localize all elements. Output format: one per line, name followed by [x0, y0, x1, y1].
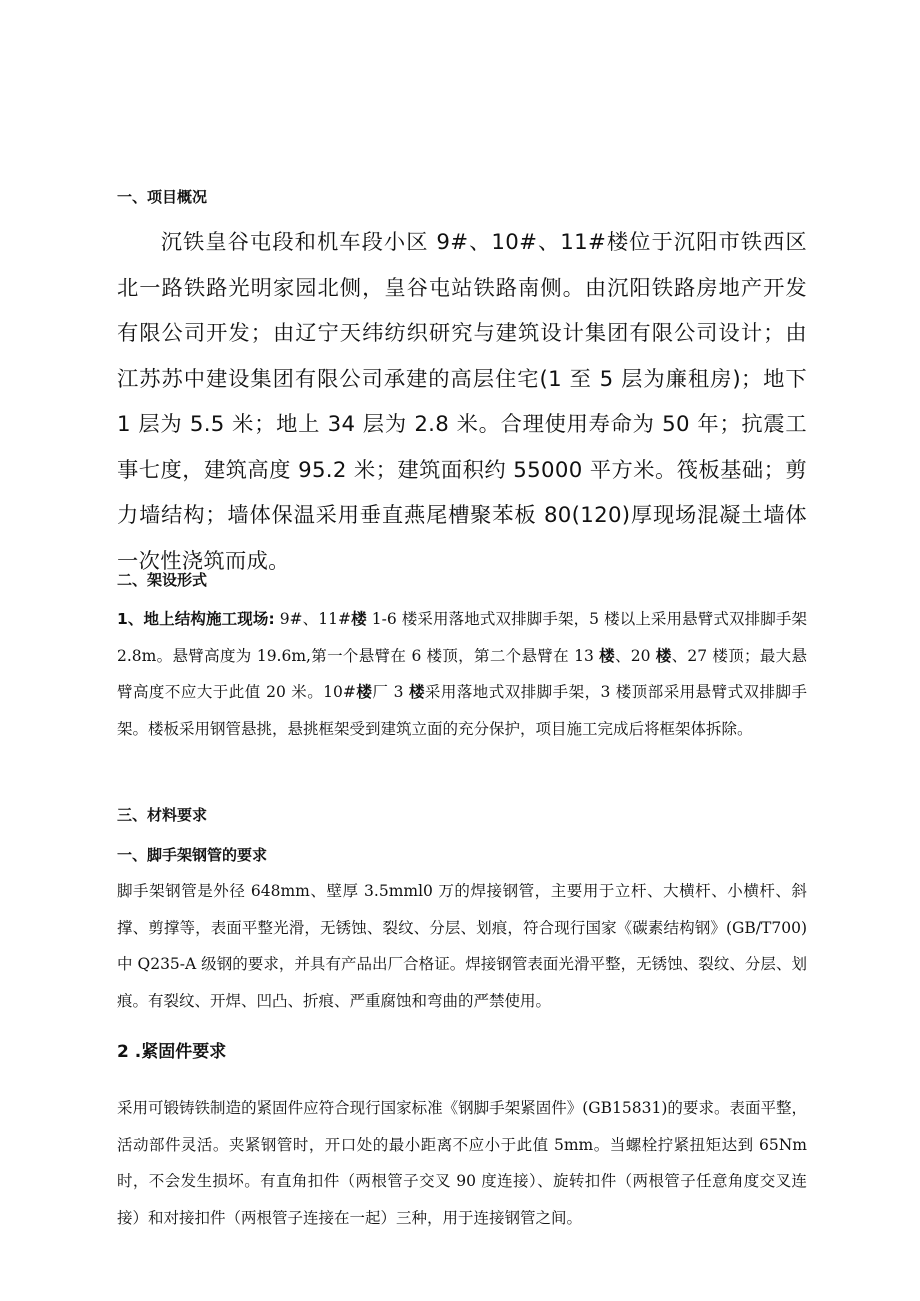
item-text: 厂 3	[372, 683, 409, 701]
item-text: 、27 楼顶；最大悬臂高度不应大于此值 20 米。10#	[117, 646, 807, 701]
subsection-heading-fastener: 2 .紧固件要求	[117, 1042, 227, 1062]
item-text: 9#、11#	[274, 610, 351, 628]
item-bold-text: 楼	[355, 683, 373, 701]
item-label: 1、地上结构施工现场:	[117, 610, 275, 628]
item-text: 采用落地式双排脚手架，3 楼顶部采用悬臂式双排脚手架。楼板采用钢管悬挑，悬挑框架受到建筑立面的充分保护，项目施工完成后将框架体拆除。	[117, 683, 807, 738]
project-overview-text: 沉铁皇谷屯段和机车段小区 9#、10#、11#楼位于沉阳市铁西区北一路铁路光明家园北侧，皇谷屯站铁路南侧。由沉阳铁路房地产开发有限公司开发；由辽宁天纬纺织研究与建筑设计集团有限公司设计；由江苏苏中建设集团有限公司承建的高层住宅(1 至 5 层为廉租房)；地下 1 层为 5.5 米；地上 34 层为 2.8 米。合理使用寿命为 50 年；抗震工事七度，建筑高度 95.2 米；建筑面积约 55000 平方米。筏板基础；剪力墙结构；墙体保温采用垂直燕尾槽聚苯板 80(120)厚现场混凝土墙体一次性浇筑而成。	[117, 230, 807, 574]
item-bold-text: 楼	[655, 646, 672, 665]
section-heading-project-overview: 一、项目概况	[117, 188, 208, 206]
project-overview-paragraph	[117, 220, 807, 584]
item-text: 、20	[614, 646, 656, 665]
section-heading-erection-form: 二、架设形式	[117, 571, 208, 589]
item-bold-text: 楼	[408, 683, 425, 701]
item-bold-text: 楼	[599, 646, 615, 665]
erection-form-paragraph	[117, 601, 807, 747]
item-text: 1-6 楼采用落地式双排脚手架，5 楼以上采用悬臂式双排脚手架 2.8m。悬臂高度为 19.6m,第一个悬臂在 6 楼顶，第二个悬臂在 13	[117, 610, 807, 665]
section-heading-material-requirements: 三、材料要求	[117, 806, 208, 824]
steel-pipe-paragraph: 脚手架钢管是外径 648mm、壁厚 3.5mml0 万的焊接钢管，主要用于立杆、大横杆、小横杆、斜撑、剪撑等，表面平整光滑，无锈蚀、裂纹、分层、划痕，符合现行国家《碳素结构钢》(GB/T700)中 Q235-A 级钢的要求，并具有产品出厂合格证。焊接钢管表面光滑平整，无锈蚀、裂纹、分层、划痕。有裂纹、开焊、凹凸、折痕、严重腐蚀和弯曲的严禁使用。	[117, 882, 807, 1010]
subsection-heading-steel-pipe: 一、脚手架钢管的要求	[117, 846, 268, 864]
item-bold-text: 楼	[351, 610, 367, 628]
fastener-paragraph: 采用可锻铸铁制造的紧固件应符合现行国家标准《钢脚手架紧固件》(GB15831)的要求。表面平整，活动部件灵活。夹紧钢管时，开口处的最小距离不应小于此值 5mm。当螺栓拧紧扭矩达到 65Nm 时，不会发生损坏。有直角扣件（两根管子交叉 90 度连接）、旋转扣件（两根管子任意角度交叉连接）和对接扣件（两根管子连接在一起）三种，用于连接钢管之间。	[117, 1099, 807, 1227]
